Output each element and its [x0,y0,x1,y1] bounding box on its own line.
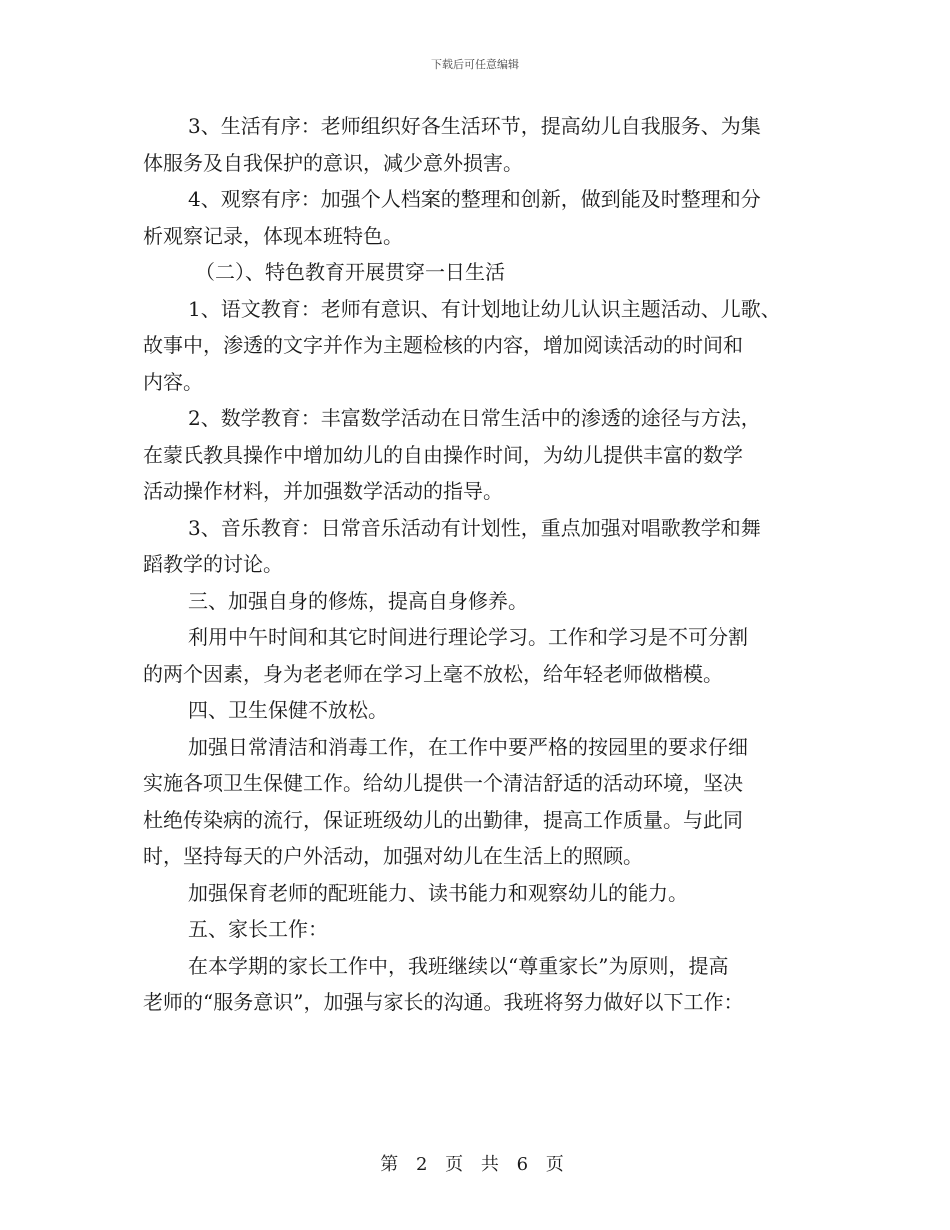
section-heading: 三、加强自身的修炼，提高自身修养。 [188,588,528,613]
paragraph-line: 3、生活有序：老师组织好各生活环节，提高幼儿自我服务、为集 [188,114,761,138]
paragraph-line: 2、数学教育：丰富数学活动在日常生活中的渗透的途径与方法， [188,406,761,430]
paragraph-line: 加强保育老师的配班能力、读书能力和观察幼儿的能力。 [188,880,688,905]
paragraph-line: 内容。 [143,369,203,394]
page-number-footer: 第 2 页 共 6 页 [380,1154,570,1175]
paragraph-line: 时，坚持每天的户外活动，加强对幼儿在生活上的照顾。 [143,844,643,868]
paragraph-line: 杜绝传染病的流行，保证班级幼儿的出勤律，提高工作质量。与此同 [143,807,743,832]
paragraph-line: 1、语文教育：老师有意识、有计划地让幼儿认识主题活动、儿歌、 [188,296,781,321]
paragraph-line: 体服务及自我保护的意识，减少意外损害。 [143,150,523,175]
page-header: 下载后可任意编辑 [431,58,519,71]
paragraph-line: 老师的“服务意识”，加强与家长的沟通。我班将努力做好以下工作： [143,990,744,1014]
paragraph-line: 在蒙氏教具操作中增加幼儿的自由操作时间，为幼儿提供丰富的数学 [143,442,743,467]
paragraph-line: 利用中午时间和其它时间进行理论学习。工作和学习是不可分割 [188,625,748,649]
section-heading: 五、家长工作： [188,917,328,941]
paragraph-line: 实施各项卫生保健工作。给幼儿提供一个清洁舒适的活动环境，坚决 [143,771,743,795]
paragraph-line: 蹈教学的讨论。 [143,552,283,576]
paragraph-line: 故事中，渗透的文字并作为主题检核的内容，增加阅读活动的时间和 [143,333,743,357]
section-heading: 四、卫生保健不放松。 [188,698,388,722]
paragraph-line: 活动操作材料，并加强数学活动的指导。 [143,479,503,503]
paragraph-line: 4、观察有序：加强个人档案的整理和创新，做到能及时整理和分 [188,187,761,211]
paragraph-line: 在本学期的家长工作中，我班继续以“尊重家长”为原则，提高 [188,953,729,978]
paragraph-line: 的两个因素，身为老老师在学习上毫不放松，给年轻老师做楷模。 [143,661,723,686]
section-heading: （二）、特色教育开展贯穿一日生活 [195,260,505,284]
paragraph-line: 3、音乐教育：日常音乐活动有计划性，重点加强对唱歌教学和舞 [188,515,761,540]
paragraph-line: 加强日常清洁和消毒工作，在工作中要严格的按园里的要求仔细 [188,734,748,759]
paragraph-line: 析观察记录，体现本班特色。 [143,223,403,248]
document-body [143,108,813,1021]
